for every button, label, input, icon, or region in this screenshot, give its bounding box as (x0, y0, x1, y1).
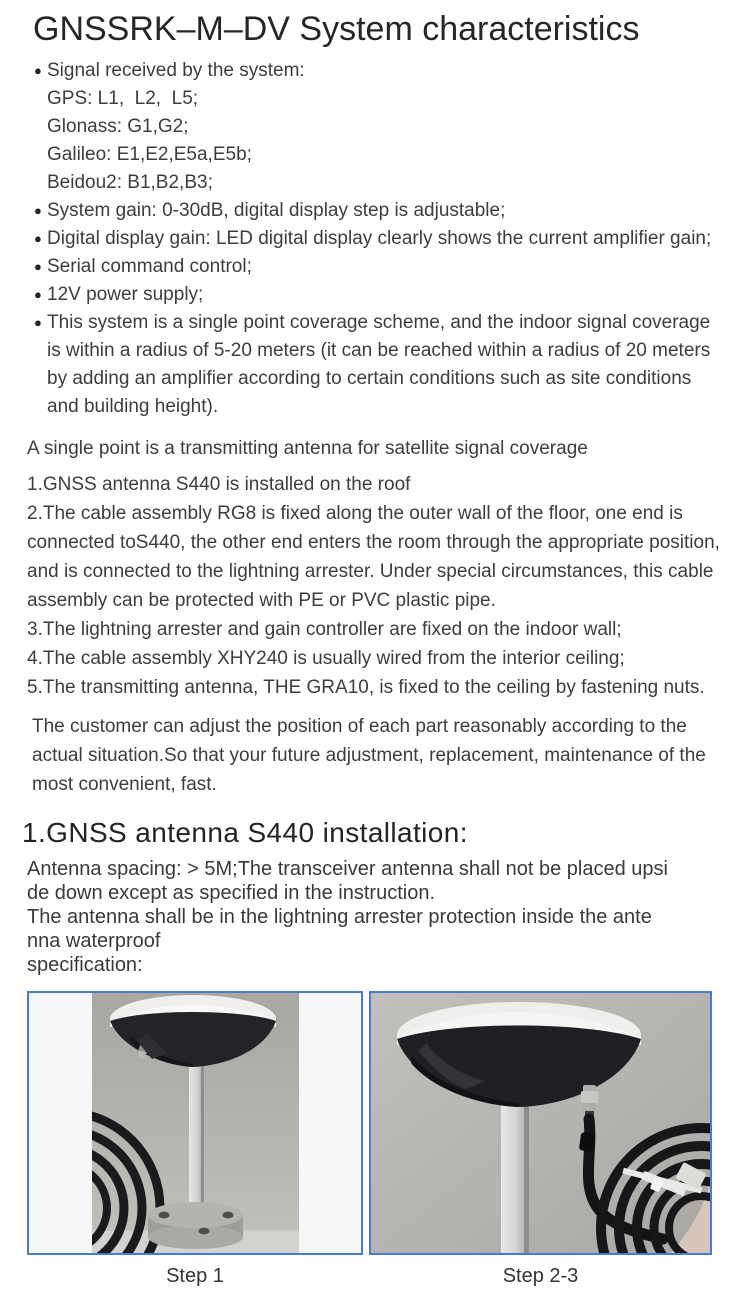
bullet-label: Signal received by the system: (47, 60, 305, 81)
antenna-photo-step23 (371, 993, 710, 1253)
signal-gps-line: GPS: L1, L2, L5; (47, 88, 199, 109)
installation-figures (27, 991, 725, 1255)
figure-box-step1 (27, 991, 363, 1255)
spec-line: specification: (27, 954, 143, 976)
caption-step1: Step 1 (166, 1265, 224, 1287)
bullet-label: This system is a single point coverage scheme, and the indoor signal coverage is within a radius of 5-20 meters (it can be reached within a radius of 20 meters by adding an amplifier according to certain conditions such as site conditions and building height). (47, 312, 711, 417)
bullet-icon: ● (34, 231, 42, 246)
install-step-3: 3.The lightning arrester and gain controller are fixed on the indoor wall; (27, 619, 622, 640)
bullet-item-digital-display (27, 225, 725, 253)
spec-line: Antenna spacing: > 5M;The transceiver antenna shall not be placed upsi (27, 858, 668, 880)
bullet-label: Serial command control; (47, 256, 252, 277)
coverage-description (27, 434, 725, 799)
bullet-icon: ● (34, 315, 42, 330)
install-step-1: 1.GNSS antenna S440 is installed on the roof (27, 474, 411, 495)
bullet-item-serial-control (27, 253, 725, 281)
install-step-2: 2.The cable assembly RG8 is fixed along the outer wall of the floor, one end is connected toS440, the other end enters the room through the appropriate position, and is connected to the lightning arrester. Under special circumstances, this cable assembly can be protected with PE or PVC plastic pipe. (27, 503, 720, 611)
signal-glonass-line: Glonass: G1,G2; (47, 116, 189, 137)
signal-beidou-line: Beidou2: B1,B2,B3; (47, 172, 213, 193)
bullet-item-signals (27, 57, 725, 85)
bullet-icon: ● (34, 63, 42, 78)
bullet-item-system-gain (27, 197, 725, 225)
bullet-icon: ● (34, 203, 42, 218)
bullet-label: 12V power supply; (47, 284, 204, 305)
customer-note: The customer can adjust the position of each part reasonably according to the actual situation.So that your future adjustment, replacement, maintenance of the most convenient, fast. (32, 716, 706, 795)
bullet-icon: ● (34, 287, 42, 302)
install-step-4: 4.The cable assembly XHY240 is usually wired from the interior ceiling; (27, 648, 625, 669)
spec-line: The antenna shall be in the lightning arrester protection inside the ante (27, 906, 652, 928)
antenna-photo-step1 (92, 993, 299, 1253)
coverage-intro: A single point is a transmitting antenna for satellite signal coverage (27, 438, 588, 459)
caption-step23: Step 2-3 (502, 1265, 579, 1287)
signal-galileo-line: Galileo: E1,E2,E5a,E5b; (47, 144, 252, 165)
antenna-base (148, 1202, 243, 1249)
bullet-item-coverage-scheme (27, 309, 725, 421)
figure-box-step23 (369, 991, 712, 1255)
install-step-5: 5.The transmitting antenna, THE GRA10, is fixed to the ceiling by fastening nuts. (27, 677, 705, 698)
characteristics-list (27, 57, 725, 421)
spec-line: nna waterproof (27, 930, 161, 952)
bullet-item-power-supply (27, 281, 725, 309)
bullet-icon: ● (34, 259, 42, 274)
installation-spec-paragraph (27, 857, 725, 977)
bullet-label: System gain: 0-30dB, digital display step is adjustable; (47, 200, 506, 221)
spec-line: de down except as specified in the instruction. (27, 882, 436, 904)
figure-captions (27, 1263, 725, 1289)
bullet-label: Digital display gain: LED digital display clearly shows the current amplifier gain; (47, 228, 712, 249)
page-title: GNSSRK–M–DV System characteristics (33, 10, 640, 48)
section-heading-installation: 1.GNSS antenna S440 installation: (22, 817, 468, 848)
